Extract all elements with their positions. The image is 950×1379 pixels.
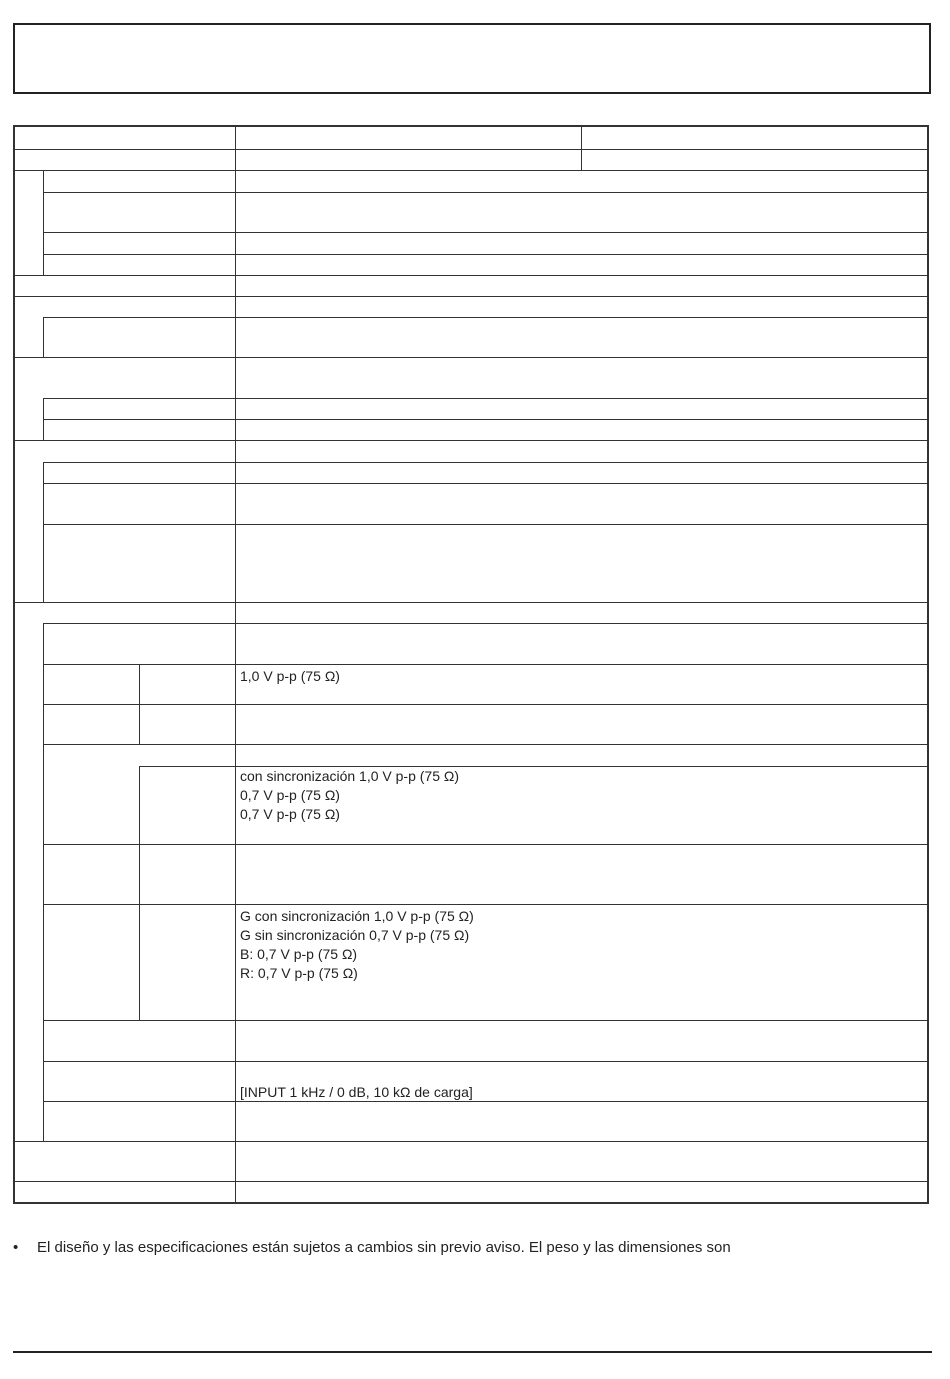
rgb-b-value: B: 0,7 V p-p (75 Ω) [240,946,358,962]
disclaimer-note [13,1239,731,1256]
audio-input-value: [INPUT 1 kHz / 0 dB, 10 kΩ de carga] [240,1084,473,1100]
disclaimer-text: El diseño y las especificaciones están sujetos a cambios sin previo aviso. El peso y las dimensiones son [37,1239,731,1256]
video-level-value: 1,0 V p-p (75 Ω) [240,668,340,684]
component-pb-value: 0,7 V p-p (75 Ω) [240,787,340,803]
footer-divider [13,1351,932,1353]
rgb-r-value: R: 0,7 V p-p (75 Ω) [240,965,358,981]
bullet-icon: • [13,1239,19,1256]
rgb-g-nosync-value: G sin sincronización 0,7 V p-p (75 Ω) [240,927,470,943]
rgb-g-sync-value: G con sincronización 1,0 V p-p (75 Ω) [240,908,474,924]
component-y-value: con sincronización 1,0 V p-p (75 Ω) [240,768,460,784]
component-pr-value: 0,7 V p-p (75 Ω) [240,806,340,822]
